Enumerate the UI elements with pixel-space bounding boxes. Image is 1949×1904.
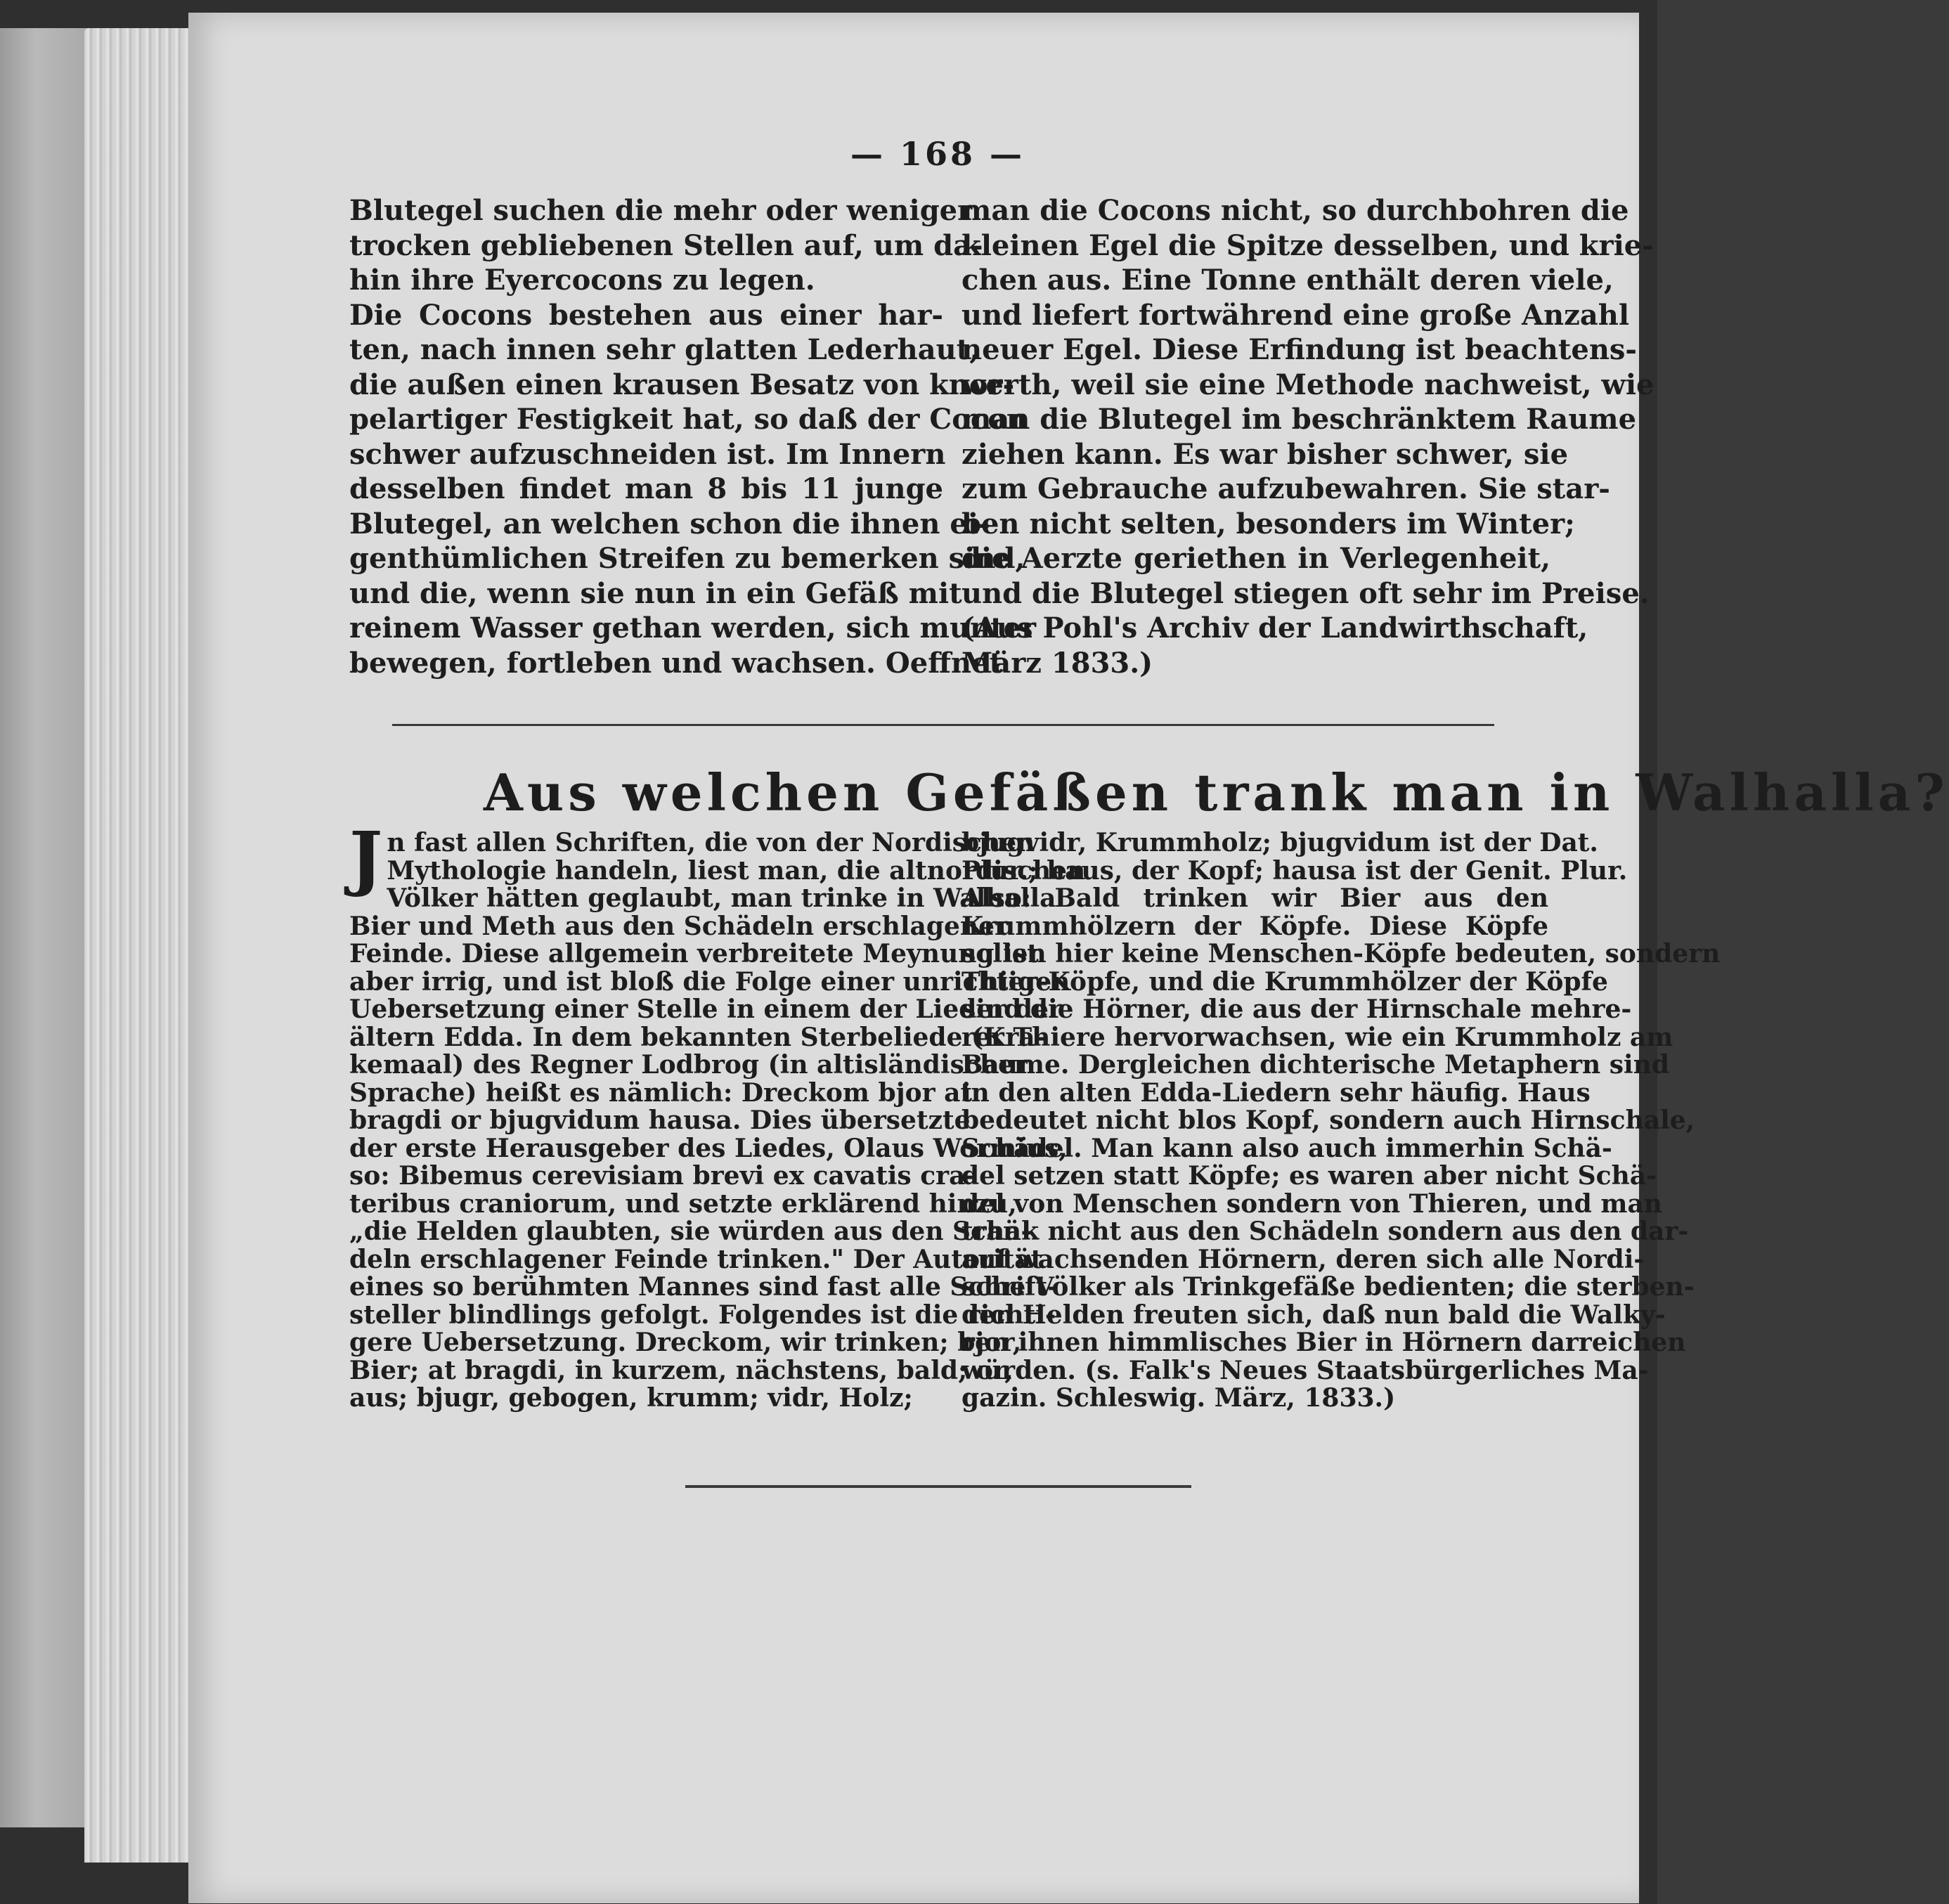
section-divider [392, 724, 1494, 726]
text-line: chen aus. Eine Tonne enthält deren viele, [961, 264, 1614, 297]
text-line: hin ihre Eyercocons zu legen. [349, 264, 815, 297]
text-line: bewegen, fortleben und wachsen. Oeffnet [349, 646, 1003, 680]
column-bottom-left [349, 816, 1086, 1413]
text-line: „die Helden glaubten, sie würden aus den Schä- [349, 1217, 1032, 1246]
text-line: Sprache) heißt es nämlich: Dreckom bjor at [349, 1077, 973, 1108]
text-line: ren ihnen himmlisches Bier in Hörnern darreichen [961, 1328, 1686, 1357]
text-line: kemaal) des Regner Lodbrog (in altisländischer [349, 1050, 1028, 1080]
text-line: gazin. Schleswig. März, 1833.) [961, 1383, 1396, 1413]
text-line: deln erschlagener Feinde trinken." Der Autorität [349, 1244, 1043, 1274]
text-line: del setzen statt Köpfe; es waren aber nicht Schä- [961, 1161, 1657, 1191]
column-bottom-right [961, 828, 1721, 1413]
text-line: und liefert fortwährend eine große Anzahl [961, 298, 1630, 332]
text-line: Feinde. Diese allgemein verbreitete Meynung ist [349, 939, 1039, 969]
text-line: schwer aufzuschneiden ist. Im Innern [349, 437, 946, 471]
text-line: sind die Hörner, die aus der Hirnschale mehre- [961, 995, 1632, 1024]
text-line: sche Völker als Trinkgefäße bedienten; die sterben- [961, 1272, 1695, 1302]
text-line: Blutegel, an welchen schon die ihnen ei- [349, 507, 990, 540]
text-line: und die Blutegel stiegen oft sehr im Preise. [961, 576, 1650, 610]
text-line: der erste Herausgeber des Liedes, Olaus Wormius, [349, 1133, 1068, 1163]
text-line: reinem Wasser gethan werden, sich munter [349, 611, 1037, 645]
text-line: ziehen kann. Es war bisher schwer, sie [961, 437, 1569, 471]
text-line: die Aerzte geriethen in Verlegenheit, [961, 542, 1550, 575]
text-line: ten, nach innen sehr glatten Lederhaut, [349, 333, 980, 366]
text-line: aus; bjugr, gebogen, krumm; vidr, Holz; [349, 1383, 913, 1413]
text-line: teribus craniorum, und setzte erklärend hinzu, [349, 1189, 1017, 1219]
text-line: eines so berühmten Mannes sind fast alle Schrift- [349, 1272, 1058, 1302]
text-line: pelartiger Festigkeit hat, so daß der Cocon [349, 403, 1027, 436]
text-line: März 1833.) [961, 646, 1153, 680]
text-line: würden. (s. Falk's Neues Staatsbürgerliches Ma- [961, 1355, 1649, 1385]
text-line: Völker hätten geglaubt, man trinke in Walhalla [387, 883, 1056, 913]
drop-cap: J [349, 816, 383, 899]
book-edge [0, 28, 91, 1827]
column-top-left [349, 193, 1037, 680]
text-line: man die Blutegel im beschränktem Raume [961, 403, 1637, 436]
text-line: man die Cocons nicht, so durchbohren die [961, 194, 1629, 227]
text-line: ältern Edda. In dem bekannten Sterbeliede (Kra- [349, 1022, 1046, 1052]
text-line: bragdi or bjugvidum hausa. Dies übersetzte [349, 1106, 971, 1135]
text-line: und die, wenn sie nun in ein Gefäß mit [349, 576, 962, 610]
text-line: zum Gebrauche aufzubewahren. Sie star- [961, 472, 1610, 505]
text-line: Uebersetzung einer Stelle in einem der Lieder der [349, 995, 1062, 1024]
text-line: genthümlichen Streifen zu bemerken sind, [349, 542, 1025, 575]
text-line: auf wachsenden Hörnern, deren sich alle Nordi- [961, 1244, 1645, 1274]
text-line: desselben findet man 8 bis 11 junge [349, 472, 943, 505]
text-line: aber irrig, und ist bloß die Folge einer unrichtigen [349, 966, 1070, 997]
text-line: kleinen Egel die Spitze desselben, und krie- [961, 228, 1654, 262]
text-line: Die Cocons bestehen aus einer har- [349, 298, 943, 332]
text-line: Mythologie handeln, liest man, die altnordischen [387, 855, 1086, 886]
text-line: bjugvidr, Krummholz; bjugvidum ist der Dat. [961, 828, 1598, 857]
text-line: ben nicht selten, besonders im Winter; [961, 507, 1575, 540]
text-line: den Helden freuten sich, daß nun bald die Walky- [961, 1300, 1666, 1330]
text-line: sollen hier keine Menschen-Köpfe bedeuten, sondern [961, 939, 1721, 969]
text-line: trocken gebliebenen Stellen auf, um da- [349, 228, 983, 262]
article-title: Aus welchen Gefäßen trank man in Walhalla? [484, 763, 1949, 822]
text-line: bedeutet nicht blos Kopf, sondern auch Hirnschale, [961, 1106, 1695, 1135]
page-stack [84, 28, 197, 1863]
text-line: gere Uebersetzung. Dreckom, wir trinken; bjor, [349, 1328, 1022, 1357]
text-line: rer Thiere hervorwachsen, wie ein Krummholz am [961, 1022, 1673, 1052]
text-line: Also: Bald trinken wir Bier aus den [961, 883, 1548, 913]
text-line: trank nicht aus den Schädeln sondern aus den dar- [961, 1217, 1689, 1246]
text-line: in den alten Edda-Liedern sehr häufig. Haus [961, 1077, 1591, 1108]
end-divider [685, 1485, 1191, 1488]
page-number: — 168 — [850, 135, 1025, 173]
text-line: Bier und Meth aus den Schädeln erschlagener [349, 911, 1008, 941]
text-line: die außen einen krausen Besatz von knor- [349, 368, 1015, 401]
text-line: Bier; at bragdi, in kurzem, nächstens, bald; or, [349, 1355, 1014, 1385]
text-line: werth, weil sie eine Methode nachweist, wie [961, 368, 1655, 401]
text-line: neuer Egel. Diese Erfindung ist beachtens- [961, 333, 1638, 366]
text-line: Schädel. Man kann also auch immerhin Schä- [961, 1133, 1612, 1163]
text-line: (Aus Pohl's Archiv der Landwirthschaft, [961, 611, 1588, 645]
text-line: Krummhölzern der Köpfe. Diese Köpfe [961, 911, 1548, 941]
text-line: Thier-Köpfe, und die Krummhölzer der Köpfe [961, 966, 1608, 997]
text-line: n fast allen Schriften, die von der Nordischen [387, 828, 1035, 857]
column-top-right [961, 193, 1655, 680]
text-line: steller blindlings gefolgt. Folgendes ist die richti- [349, 1300, 1056, 1330]
text-line: del von Menschen sondern von Thieren, und man [961, 1189, 1662, 1219]
text-line: Baume. Dergleichen dichterische Metaphern sind [961, 1050, 1670, 1080]
text-line: Blutegel suchen die mehr oder weniger [349, 194, 973, 227]
text-line: so: Bibemus cerevisiam brevi ex cavatis cra- [349, 1161, 976, 1191]
text-line: Plur.; haus, der Kopf; hausa ist der Genit. Plur. [961, 855, 1628, 886]
